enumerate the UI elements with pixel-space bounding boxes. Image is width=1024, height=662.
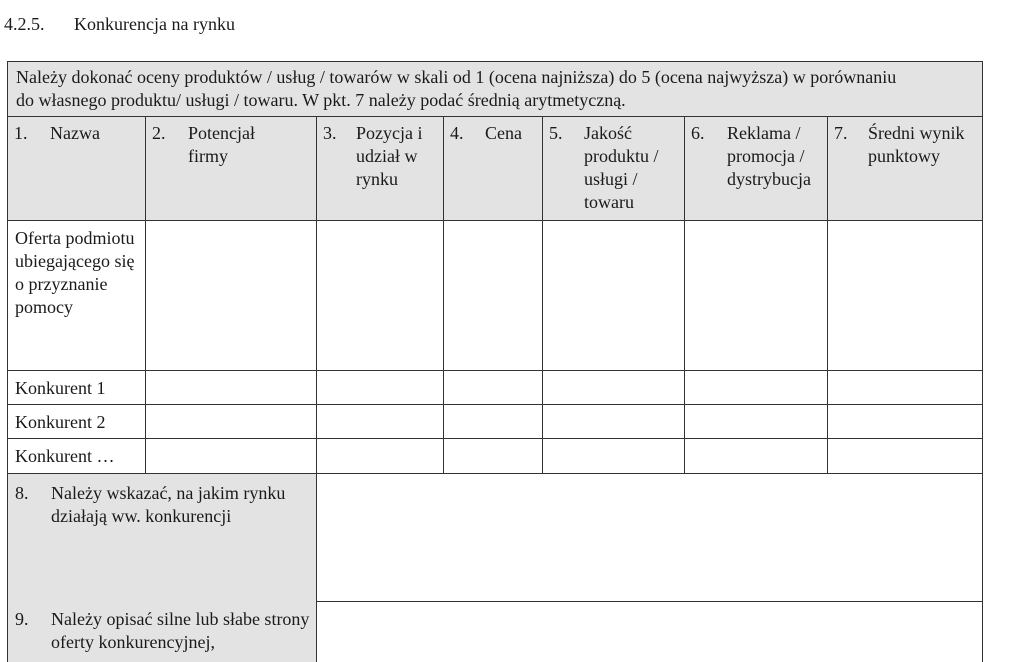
row-label-competitor-more <box>8 439 146 474</box>
score-cell[interactable] <box>146 405 317 439</box>
question-9-number: 9. <box>15 609 29 629</box>
question-9-answer-field[interactable] <box>317 602 983 662</box>
questions-column <box>8 474 317 662</box>
instructions-line-1: Należy dokonać oceny produktów / usług / towarów w skali od 1 (ocena najniższa) do 5 (ocena najwyższa) w porównaniu <box>16 67 897 87</box>
section-heading <box>4 12 235 36</box>
column-label: Cena <box>485 123 522 143</box>
score-cell[interactable] <box>317 221 444 371</box>
score-cell[interactable] <box>543 221 685 371</box>
instructions-line-2: do własnego produktu/ usługi / towaru. W pkt. 7 należy podać średnią arytmetyczną. <box>16 90 626 110</box>
column-header-average-score <box>828 116 983 221</box>
row-label-competitor-1 <box>8 371 146 405</box>
score-cell[interactable] <box>444 371 543 405</box>
row-label: Konkurent 2 <box>15 412 106 432</box>
column-number: 5. <box>549 123 563 143</box>
form-instructions <box>8 62 983 116</box>
competition-form <box>7 61 983 662</box>
score-cell[interactable] <box>828 221 983 371</box>
column-header-market-position <box>317 116 444 221</box>
score-cell[interactable] <box>146 439 317 474</box>
column-header-quality <box>543 116 685 221</box>
question-8-answer-field[interactable] <box>317 474 983 602</box>
column-header-name <box>8 116 146 221</box>
score-cell[interactable] <box>444 405 543 439</box>
score-cell[interactable] <box>828 371 983 405</box>
score-cell[interactable] <box>444 221 543 371</box>
question-9-text: Należy opisać silne lub słabe strony oferty konkurencyjnej, <box>51 609 310 652</box>
score-cell[interactable] <box>828 405 983 439</box>
column-number: 4. <box>450 123 464 143</box>
score-cell[interactable] <box>146 371 317 405</box>
score-cell[interactable] <box>543 405 685 439</box>
column-number: 3. <box>323 123 337 143</box>
row-label: Oferta podmiotu ubiegającego się o przyznanie pomocy <box>15 228 135 317</box>
row-label: Konkurent 1 <box>15 378 106 398</box>
score-cell[interactable] <box>543 371 685 405</box>
score-cell[interactable] <box>317 371 444 405</box>
row-label-applicant-offer <box>8 221 146 371</box>
score-cell[interactable] <box>317 405 444 439</box>
column-header-firm-potential <box>146 116 317 221</box>
question-8-text: Należy wskazać, na jakim rynku działają ww. konkurencji <box>51 483 286 526</box>
score-cell[interactable] <box>146 221 317 371</box>
column-label: Jakość produktu / usługi / towaru <box>584 123 659 212</box>
column-header-price <box>444 116 543 221</box>
score-cell[interactable] <box>444 439 543 474</box>
column-header-advertising <box>685 116 828 221</box>
score-cell[interactable] <box>685 371 828 405</box>
section-number: 4.2.5. <box>4 14 45 34</box>
score-cell[interactable] <box>685 439 828 474</box>
column-number: 6. <box>691 123 705 143</box>
row-label: Konkurent … <box>15 446 115 466</box>
score-cell[interactable] <box>685 405 828 439</box>
column-label: Nazwa <box>50 123 100 143</box>
column-label: Pozycja i udział w rynku <box>356 123 423 189</box>
column-label: Reklama / promocja / dystrybucja <box>727 123 811 189</box>
section-title: Konkurencja na rynku <box>74 14 235 34</box>
column-label: Średni wynik punktowy <box>868 123 965 166</box>
column-label: Potencjał firmy <box>188 123 255 166</box>
score-cell[interactable] <box>317 439 444 474</box>
row-label-competitor-2 <box>8 405 146 439</box>
score-cell[interactable] <box>828 439 983 474</box>
column-number: 7. <box>834 123 848 143</box>
column-number: 2. <box>152 123 166 143</box>
score-cell[interactable] <box>543 439 685 474</box>
score-cell[interactable] <box>685 221 828 371</box>
question-8-number: 8. <box>15 483 29 503</box>
column-number: 1. <box>14 123 28 143</box>
